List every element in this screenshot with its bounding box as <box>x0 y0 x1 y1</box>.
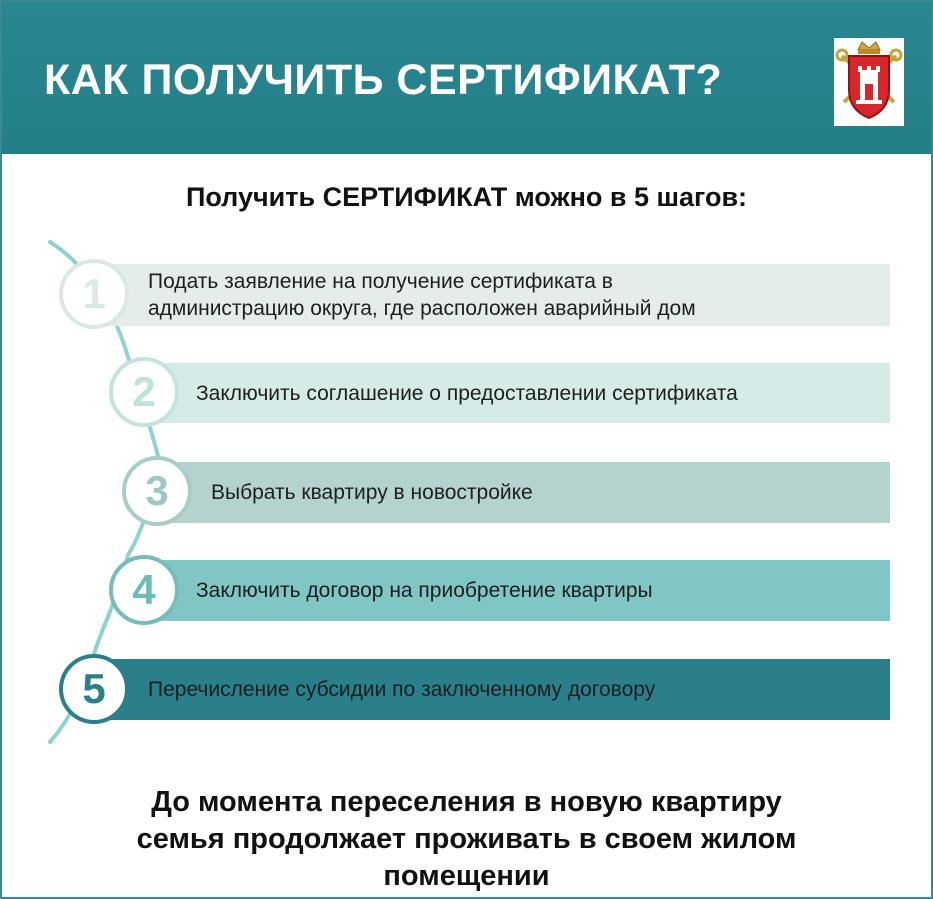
page-title: КАК ПОЛУЧИТЬ СЕРТИФИКАТ? <box>44 56 723 104</box>
step-5-bar <box>106 659 890 720</box>
step-3-text: Выбрать квартиру в новостройке <box>211 481 533 504</box>
step-3-number: 3 <box>122 456 192 526</box>
step-5-number: 5 <box>59 654 129 724</box>
step-connector <box>2 2 931 897</box>
steps-heading: Получить СЕРТИФИКАТ можно в 5 шагов: <box>185 182 748 212</box>
step-1-number: 1 <box>59 259 129 329</box>
step-4-text: Заключить договор на приобретение квартиры <box>196 579 653 602</box>
step-2-text: Заключить соглашение о предоставлении сертификата <box>196 381 738 405</box>
step-2-bar <box>158 363 890 423</box>
step-2-number: 2 <box>109 357 179 427</box>
footer-note: До момента переселения в новую квартиру семья продолжает проживать в своем жилом помещении <box>136 786 797 892</box>
step-5-text: Перечисление субсидии по заключенному договору <box>148 678 656 701</box>
step-4-number: 4 <box>109 555 179 625</box>
step-4-bar <box>158 560 890 621</box>
step-3-bar <box>171 462 890 523</box>
step-1-bar <box>106 264 890 326</box>
step-1-text: Подать заявление на получение сертификата в администрацию округа, где расположен аварийный дом <box>148 270 696 320</box>
